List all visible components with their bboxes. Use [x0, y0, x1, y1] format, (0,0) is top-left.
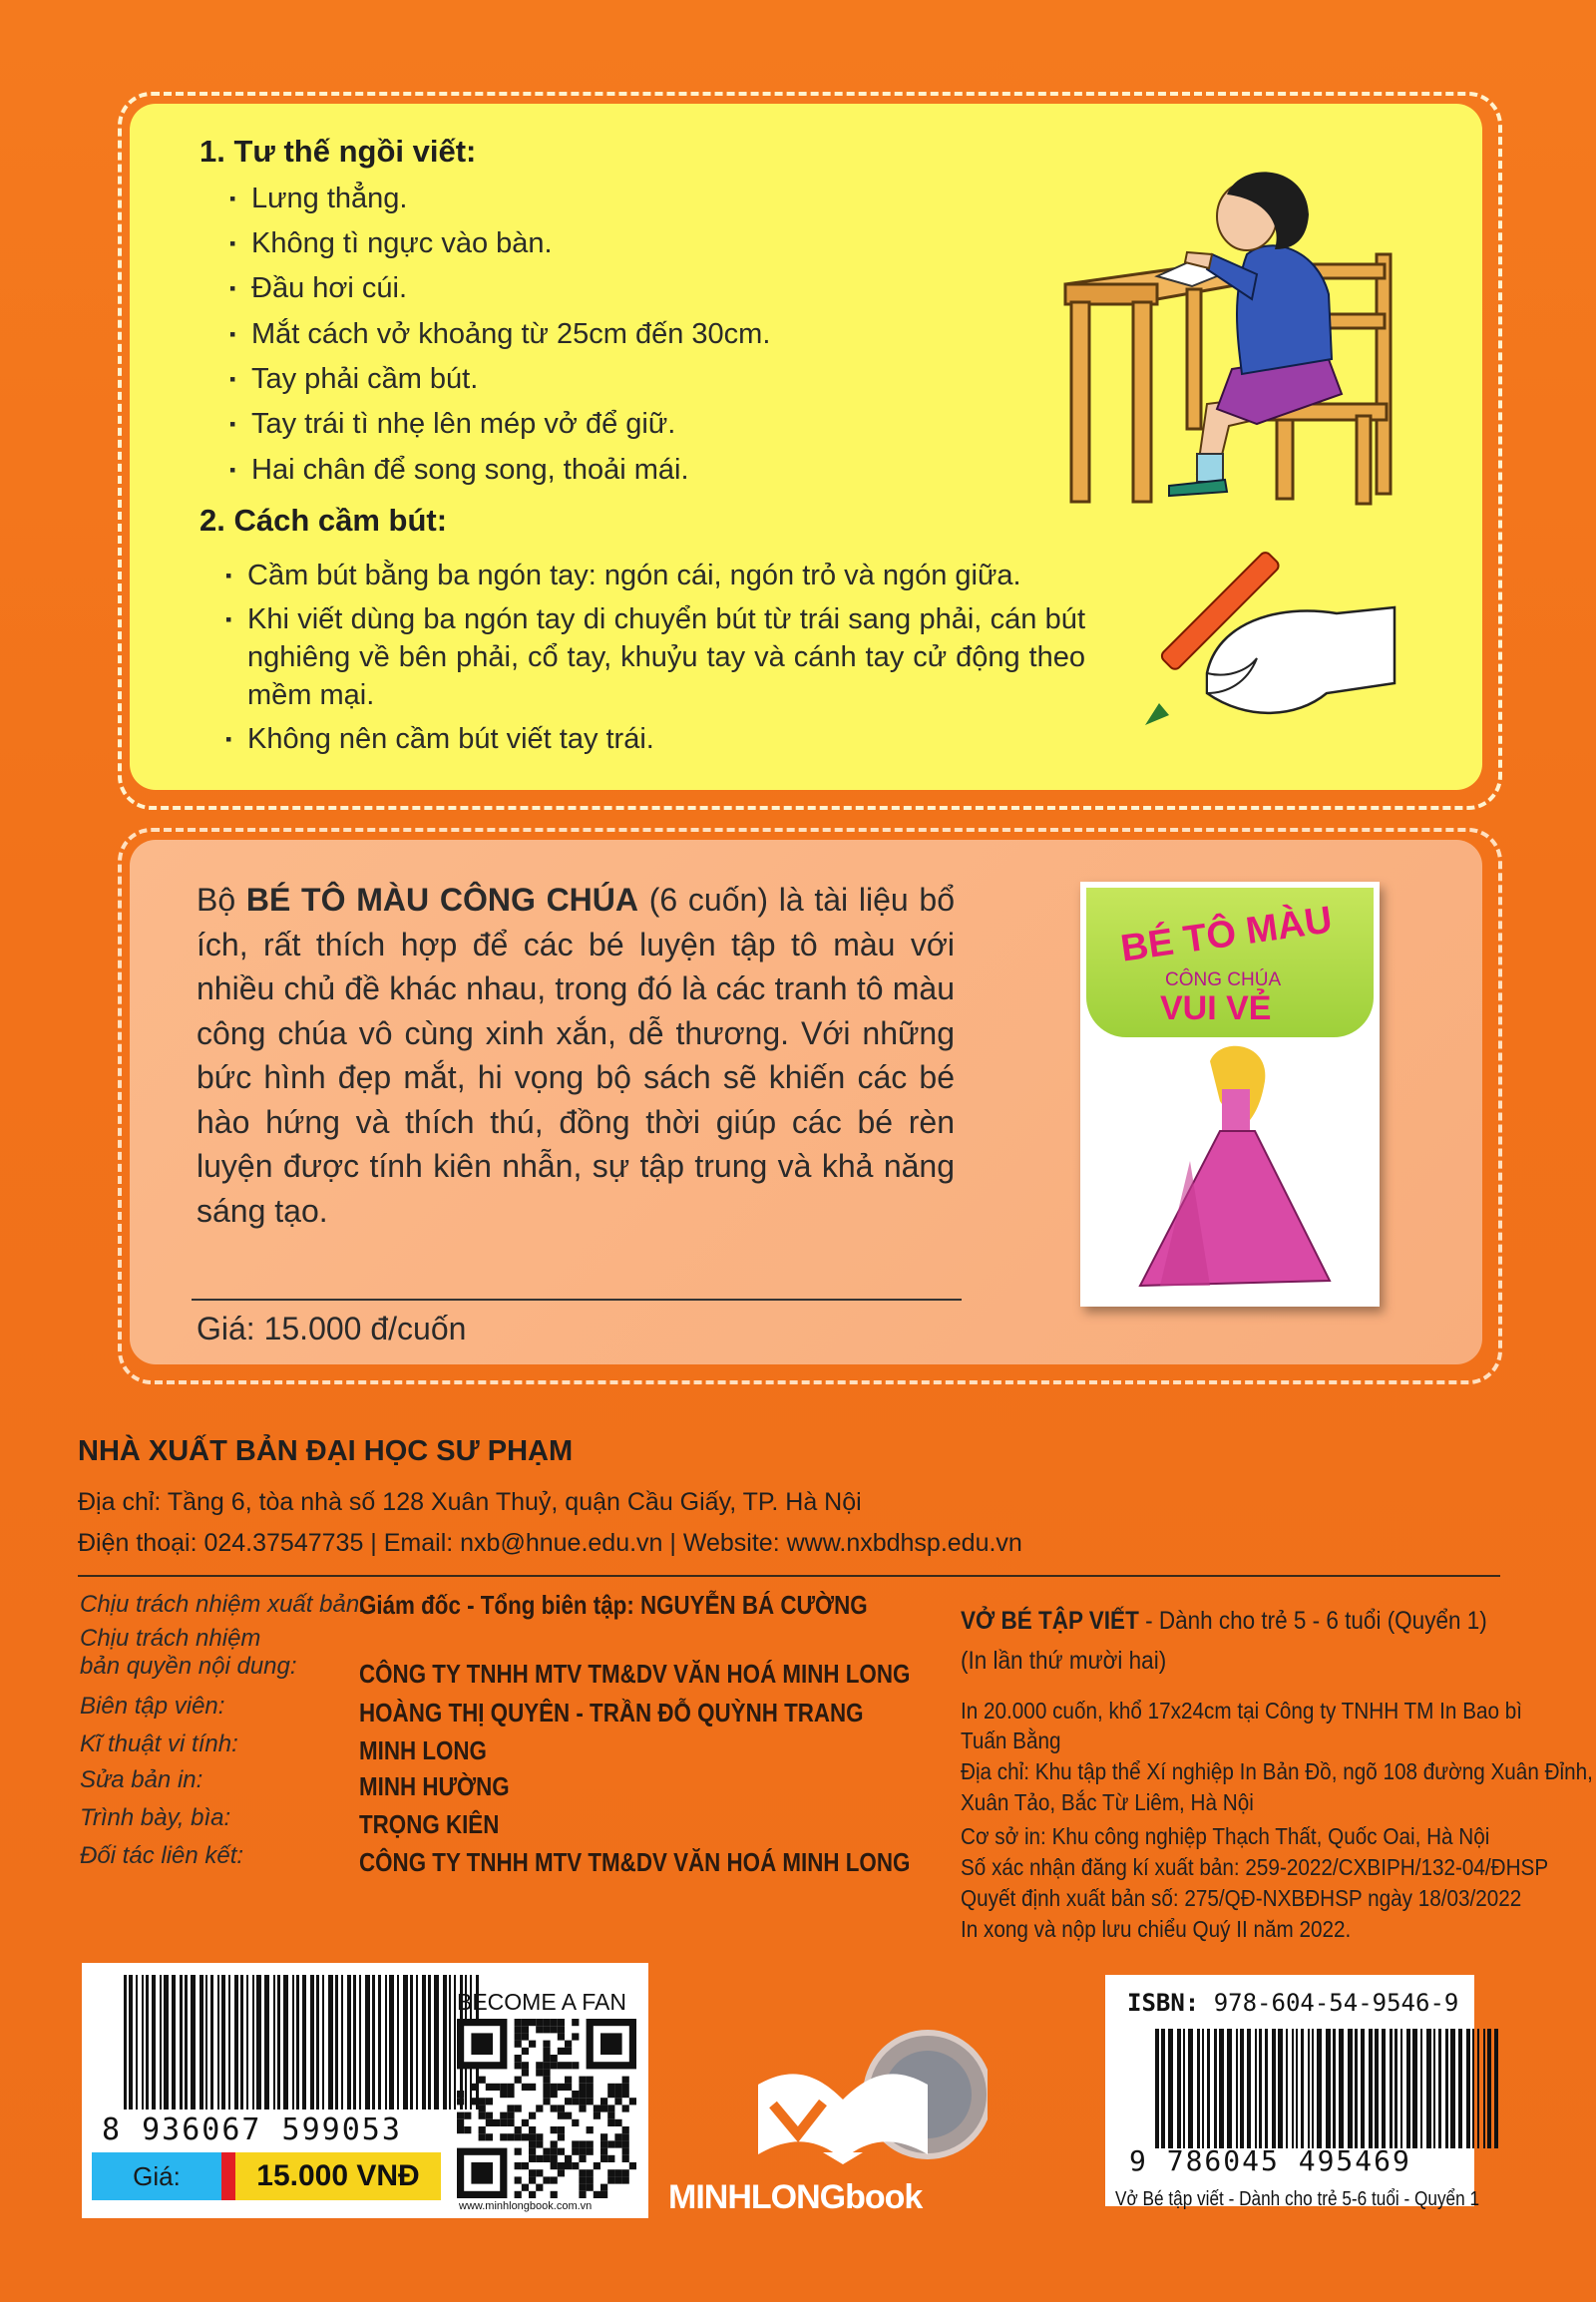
barcode-bar: [322, 1975, 324, 2110]
barcode-bar: [1183, 2029, 1185, 2148]
barcode-bar: [1390, 2029, 1393, 2148]
print-edition: (In lần thứ mười hai): [961, 1647, 1167, 1675]
barcode-bar: [434, 1975, 439, 2110]
posture-item: ▪ Tay phải cầm bút.: [251, 360, 478, 398]
barcode-bar: [328, 1975, 333, 2110]
credit-value: MINH LONG: [359, 1735, 487, 1765]
book-cover-thumbnail: [1080, 882, 1380, 1307]
barcode-bar: [1155, 2029, 1159, 2148]
promo-description: [197, 878, 955, 1233]
credit-value: Giám đốc - Tổng biên tập: NGUYỄN BÁ CƯỜNG: [359, 1590, 868, 1620]
barcode-bar: [1382, 2029, 1386, 2148]
writing-posture-illustration: [1057, 155, 1396, 514]
barcode-bar: [1236, 2029, 1238, 2148]
print-title: VỞ BÉ TẬP VIẾT: [961, 1607, 1139, 1635]
price-tag-value: 15.000 VNĐ: [235, 2152, 441, 2200]
barcode-bar: [1333, 2029, 1336, 2148]
barcode-bar: [1255, 2029, 1257, 2148]
barcode-bar: [1494, 2029, 1498, 2148]
barcode-bar: [240, 1975, 243, 2110]
grip-heading: 2. Cách cầm bút:: [200, 503, 448, 538]
barcode-bar: [428, 1975, 431, 2110]
barcode-bar: [1472, 2029, 1474, 2148]
barcode-bar: [341, 1975, 343, 2110]
barcode-bar: [302, 1975, 306, 2110]
barcode-number: 8 936067 599053: [102, 2112, 402, 2147]
grip-item: ▪ Khi viết dùng ba ngón tay di chuyển bút từ trái sang phải, cán bút nghiêng về bên phải, cổ tay, khuỷu tay và cánh tay cử động theo mềm mại.: [247, 600, 1085, 714]
barcode-bar: [1308, 2029, 1310, 2148]
barcode-bar: [1426, 2029, 1431, 2148]
credit-value: MINH HƯỜNG: [359, 1771, 510, 1801]
cover-title: BÉ TÔ MÀU: [1118, 899, 1336, 970]
barcode-bar: [191, 1975, 196, 2110]
print-info-line: Quyết định xuất bản số: 275/QĐ-NXBĐHSP ngày 18/03/2022: [961, 1885, 1522, 1911]
print-info-line: Cơ sở in: Khu công nghiệp Thạch Thất, Quốc Oai, Hà Nội: [961, 1823, 1490, 1849]
print-info-line: In 20.000 cuốn, khổ 17x24cm tại Công ty TNHH TM In Bao bì: [961, 1698, 1523, 1724]
barcode-bar: [1197, 2029, 1200, 2148]
credit-value: CÔNG TY TNHH MTV TM&DV VĂN HOÁ MINH LONG: [359, 1847, 911, 1877]
barcode-bar: [454, 1975, 456, 2110]
barcode-bar: [1450, 2029, 1455, 2148]
barcode-bar: [1483, 2029, 1485, 2148]
barcode-bar: [416, 1975, 418, 2110]
become-a-fan-label: BECOME A FAN: [457, 1989, 626, 2015]
barcode-bar: [389, 1975, 394, 2110]
barcode-bar: [1458, 2029, 1462, 2148]
ean-barcode: [124, 1975, 481, 2110]
promo-series-name: BÉ TÔ MÀU CÔNG CHÚA: [245, 882, 639, 918]
print-subtitle: - Dành cho trẻ 5 - 6 tuổi (Quyển 1): [1138, 1607, 1487, 1635]
posture-heading: 1. Tư thế ngồi viết:: [200, 134, 477, 169]
website-caption: www.minhlongbook.com.vn: [459, 2200, 593, 2212]
barcode-bar: [449, 1975, 451, 2110]
barcode-bar: [1259, 2029, 1262, 2148]
posture-item: ▪ Hai chân để song song, thoải mái.: [251, 451, 689, 489]
barcode-bar: [217, 1975, 219, 2110]
barcode-bar: [1487, 2029, 1491, 2148]
barcode-bar: [1369, 2029, 1373, 2148]
barcode-bar: [1161, 2029, 1165, 2148]
posture-item: ▪ Mắt cách vở khoảng từ 25cm đến 30cm.: [251, 315, 770, 353]
barcode-bar: [221, 1975, 225, 2110]
credit-label: Sửa bản in:: [80, 1766, 203, 1793]
barcode-bar: [378, 1975, 381, 2110]
barcode-bar: [296, 1975, 299, 2110]
pen-grip-illustration: [1137, 544, 1396, 733]
credit-label: bản quyền nội dung:: [80, 1653, 297, 1680]
barcode-bar: [1339, 2029, 1344, 2148]
barcode-bar: [310, 1975, 314, 2110]
princess-icon: [1100, 1041, 1360, 1301]
barcode-bar: [185, 1975, 188, 2110]
barcode-bar: [1301, 2029, 1304, 2148]
barcode-bar: [172, 1975, 176, 2110]
credit-label: Đối tác liên kết:: [80, 1842, 244, 1869]
barcode-bar: [1278, 2029, 1283, 2148]
barcode-bar: [246, 1975, 248, 2110]
credit-label: Kĩ thuật vi tính:: [80, 1730, 238, 1757]
print-info-line: Tuấn Bằng: [961, 1727, 1061, 1753]
barcode-bar: [1168, 2029, 1173, 2148]
barcode-bar: [422, 1975, 426, 2110]
barcode-bar: [335, 1975, 338, 2110]
barcode-bar: [1312, 2029, 1314, 2148]
barcode-bar: [152, 1975, 156, 2110]
credit-value: HOÀNG THỊ QUYÊN - TRẦN ĐỖ QUỲNH TRANG: [359, 1698, 864, 1727]
barcode-bar: [1445, 2029, 1448, 2148]
barcode-bar: [1240, 2029, 1244, 2148]
barcode-bar: [234, 1975, 238, 2110]
barcode-bar: [1227, 2029, 1232, 2148]
isbn-digits: 9 786045 495469: [1129, 2144, 1411, 2177]
barcode-bar: [403, 1975, 408, 2110]
isbn-value: 978-604-54-9546-9: [1213, 1989, 1459, 2017]
credit-label: Chịu trách nhiệm xuất bản:: [80, 1591, 366, 1618]
posture-item: ▪ Đầu hơi cúi.: [251, 269, 407, 307]
credit-value: CÔNG TY TNHH MTV TM&DV VĂN HOÁ MINH LONG: [359, 1659, 911, 1689]
barcode-bar: [264, 1975, 269, 2110]
publisher-address: Địa chỉ: Tầng 6, tòa nhà số 128 Xuân Thuỷ, quận Cầu Giấy, TP. Hà Nội: [78, 1488, 862, 1516]
barcode-bar: [124, 1975, 127, 2110]
barcode-bar: [1400, 2029, 1402, 2148]
cover-subtitle-2: VUI VẺ: [1160, 989, 1272, 1027]
barcode-bar: [142, 1975, 144, 2110]
barcode-bar: [1292, 2029, 1294, 2148]
barcode-bar: [1395, 2029, 1397, 2148]
barcode-bar: [1207, 2029, 1210, 2148]
barcode-bar: [1202, 2029, 1204, 2148]
barcode-bar: [1477, 2029, 1479, 2148]
barcode-bar: [1326, 2029, 1331, 2148]
barcode-bar: [283, 1975, 288, 2110]
isbn-caption: Vở Bé tập viết - Dành cho trẻ 5-6 tuổi - Quyển 1: [1115, 2188, 1480, 2210]
barcode-bar: [372, 1975, 375, 2110]
price-divider: [192, 1299, 962, 1301]
barcode-bar: [205, 1975, 207, 2110]
barcode-bar: [1317, 2029, 1322, 2148]
barcode-bar: [316, 1975, 319, 2110]
barcode-bar: [273, 1975, 275, 2110]
barcode-bar: [1375, 2029, 1379, 2148]
posture-item: ▪ Không tì ngực vào bàn.: [251, 224, 553, 262]
barcode-bar: [1188, 2029, 1193, 2148]
isbn-barcode: [1155, 2029, 1502, 2148]
print-info-line: Số xác nhận đăng kí xuất bản: 259-2022/CXBIPH/132-04/ĐHSP: [961, 1854, 1549, 1880]
credit-value: TRỌNG KIÊN: [359, 1809, 500, 1839]
barcode-bar: [1420, 2029, 1422, 2148]
barcode-bar: [1355, 2029, 1358, 2148]
qr-code-icon[interactable]: [457, 2019, 636, 2198]
barcode-bar: [136, 1975, 138, 2110]
barcode-bar: [129, 1975, 133, 2110]
barcode-bar: [443, 1975, 447, 2110]
print-title-line: [961, 1606, 1487, 1636]
barcode-bar: [385, 1975, 387, 2110]
barcode-bar: [228, 1975, 230, 2110]
barcode-bar: [1219, 2029, 1224, 2148]
isbn-label: ISBN:: [1127, 1989, 1200, 2017]
barcode-bar: [210, 1975, 213, 2110]
publisher-divider: [78, 1575, 1500, 1577]
barcode-bar: [397, 1975, 399, 2110]
barcode-bar: [353, 1975, 356, 2110]
barcode-bar: [256, 1975, 261, 2110]
barcode-bar: [164, 1975, 169, 2110]
barcode-bar: [1433, 2029, 1435, 2148]
publisher-name: NHÀ XUẤT BẢN ĐẠI HỌC SƯ PHẠM: [78, 1435, 574, 1467]
price-tag-divider: [221, 2152, 235, 2200]
print-info-line: Địa chỉ: Khu tập thể Xí nghiệp In Bản Đồ, ngõ 108 đường Xuân Đỉnh,: [961, 1758, 1593, 1784]
barcode-bar: [1348, 2029, 1353, 2148]
barcode-bar: [1466, 2029, 1470, 2148]
barcode-bar: [160, 1975, 162, 2110]
barcode-bar: [200, 1975, 203, 2110]
barcode-bar: [1361, 2029, 1365, 2148]
print-info-line: Xuân Tảo, Bắc Từ Liêm, Hà Nội: [961, 1789, 1254, 1815]
barcode-bar: [410, 1975, 413, 2110]
barcode-bar: [1412, 2029, 1417, 2148]
barcode-bar: [1272, 2029, 1276, 2148]
grip-item: ▪ Cầm bút bằng ba ngón tay: ngón cái, ngón trỏ và ngón giữa.: [247, 557, 1085, 594]
posture-item: ▪ Lưng thẳng.: [251, 180, 407, 217]
barcode-bar: [1214, 2029, 1217, 2148]
cover-subtitle: CÔNG CHÚA: [1165, 969, 1282, 990]
barcode-bar: [1286, 2029, 1288, 2148]
promo-body: (6 cuốn) là tài liệu bổ ích, rất thích hợp để các bé luyện tập tô màu với nhiều chủ đề khác nhau, trong đó là các tranh tô màu công chúa vô cùng xinh xắn, dễ thương. Với những bức hình đẹp mắt, hi vọng bộ sách sẽ khiến các bé hào hứng và thích thú, đồng thời giúp các bé rèn luyện được tính kiên nhẫn, sự tập trung và khả năng sáng tạo.: [197, 882, 956, 1229]
barcode-bar: [146, 1975, 149, 2110]
barcode-bar: [292, 1975, 294, 2110]
credit-label: Biên tập viên:: [80, 1693, 225, 1720]
isbn-line: [1127, 1989, 1458, 2017]
barcode-bar: [359, 1975, 361, 2110]
barcode-bar: [1177, 2029, 1181, 2148]
credit-label: Trình bày, bìa:: [80, 1804, 231, 1831]
barcode-bar: [1406, 2029, 1410, 2148]
barcode-bar: [1247, 2029, 1251, 2148]
barcode-bar: [1438, 2029, 1441, 2148]
barcode-bar: [180, 1975, 183, 2110]
barcode-bar: [252, 1975, 254, 2110]
grip-item: ▪ Không nên cầm bút viết tay trái.: [247, 720, 654, 758]
promo-prefix: Bộ: [197, 882, 246, 918]
barcode-bar: [1265, 2029, 1268, 2148]
barcode-bar: [365, 1975, 370, 2110]
barcode-bar: [277, 1975, 280, 2110]
price-tag-label: Giá:: [92, 2152, 221, 2200]
promo-price: Giá: 15.000 đ/cuốn: [197, 1311, 467, 1346]
brand-name: MINHLONGbook: [668, 2178, 923, 2216]
credit-label: Chịu trách nhiệm: [80, 1625, 261, 1652]
posture-item: ▪ Tay trái tì nhẹ lên mép vở để giữ.: [251, 405, 675, 443]
barcode-bar: [1296, 2029, 1298, 2148]
publisher-contact: Điện thoại: 024.37547735 | Email: nxb@hnue.edu.vn | Website: www.nxbdhsp.edu.vn: [78, 1529, 1022, 1557]
barcode-bar: [347, 1975, 351, 2110]
print-info-line: In xong và nộp lưu chiểu Quý II năm 2022.: [961, 1916, 1352, 1942]
